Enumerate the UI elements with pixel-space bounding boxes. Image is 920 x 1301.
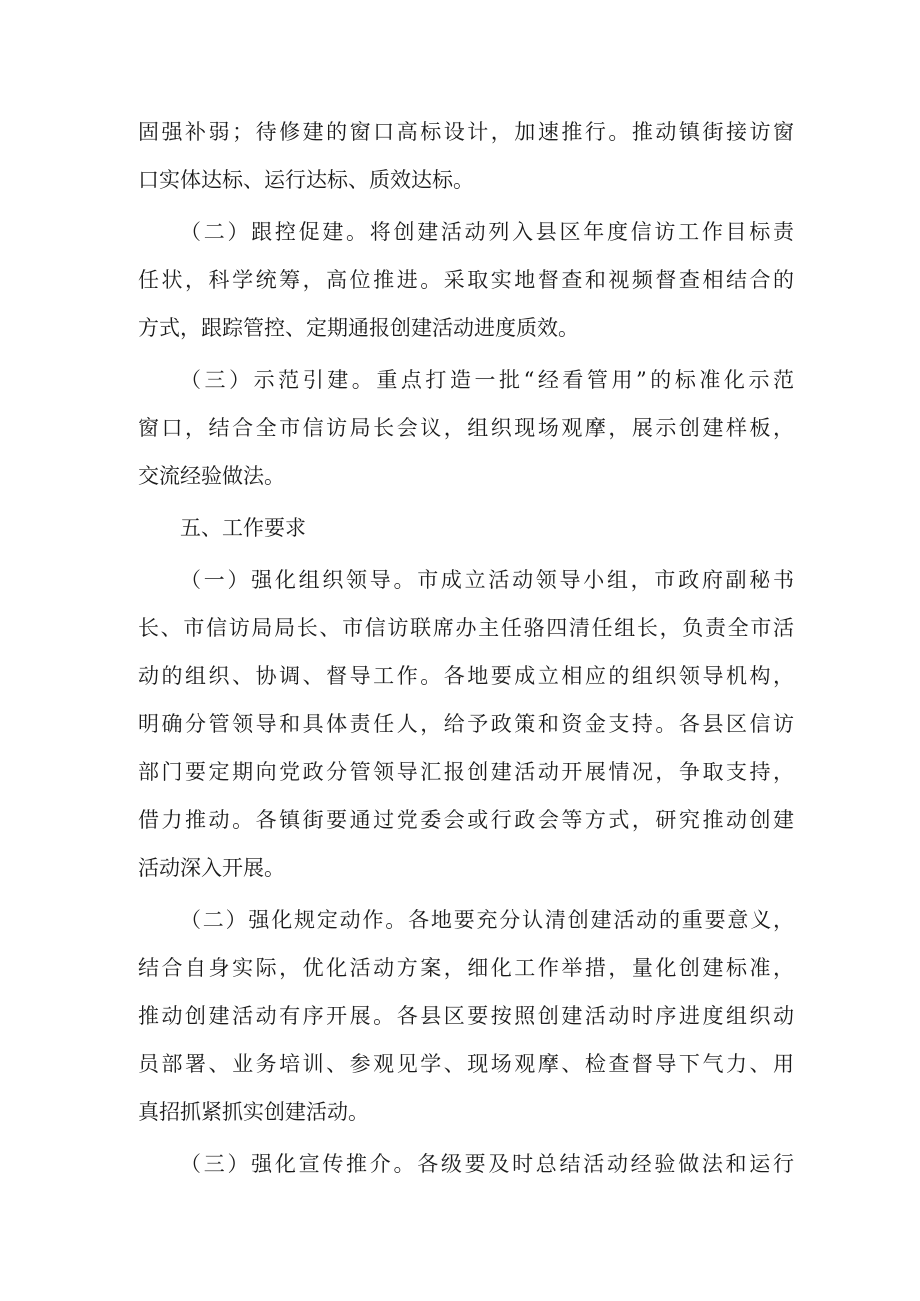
- section-heading: 五、工作要求: [180, 516, 306, 540]
- paragraph-line: 长、市信访局局长、市信访联席办主任骆四清任组长，负责全市活: [138, 616, 794, 640]
- paragraph-line: 借力推动。各镇街要通过党委会或行政会等方式，研究推动创建: [138, 808, 794, 832]
- paragraph-line: 明确分管领导和具体责任人，给予政策和资金支持。各县区信访: [138, 712, 794, 736]
- paragraph-line: 结合自身实际，优化活动方案，细化工作举措，量化创建标准，: [138, 956, 794, 980]
- paragraph-line: 窗口，结合全市信访局长会议，组织现场观摩，展示创建样板，: [138, 416, 794, 440]
- paragraph-line: （三）强化宣传推介。各级要及时总结活动经验做法和运行: [180, 1152, 794, 1176]
- document-body: [138, 108, 794, 1188]
- paragraph-line: 动的组织、协调、督导工作。各地要成立相应的组织领导机构，: [138, 664, 794, 688]
- paragraph-line: （一）强化组织领导。市成立活动领导小组，市政府副秘书: [180, 568, 794, 592]
- paragraph-line: 推动创建活动有序开展。各县区要按照创建活动时序进度组织动: [138, 1004, 794, 1028]
- paragraph-line: 交流经验做法。: [138, 464, 285, 488]
- paragraph-line: 口实体达标、运行达标、质效达标。: [138, 168, 474, 192]
- paragraph-line: （二）强化规定动作。各地要充分认清创建活动的重要意义，: [180, 908, 794, 932]
- paragraph-line: 活动深入开展。: [138, 856, 285, 880]
- paragraph-line: 员部署、业务培训、参观见学、现场观摩、检查督导下气力、用: [138, 1052, 794, 1076]
- paragraph-line: 方式，跟踪管控、定期通报创建活动进度质效。: [138, 316, 579, 340]
- paragraph-line: 任状，科学统筹，高位推进。采取实地督查和视频督查相结合的: [138, 268, 794, 292]
- paragraph-line: 真招抓紧抓实创建活动。: [138, 1100, 369, 1124]
- paragraph-line: 部门要定期向党政分管领导汇报创建活动开展情况，争取支持，: [138, 760, 794, 784]
- paragraph-line: （三）示范引建。重点打造一批“经看管用”的标准化示范: [180, 368, 794, 392]
- paragraph-line: 固强补弱；待修建的窗口高标设计，加速推行。推动镇街接访窗: [138, 120, 794, 144]
- paragraph-line: （二）跟控促建。将创建活动列入县区年度信访工作目标责: [180, 220, 794, 244]
